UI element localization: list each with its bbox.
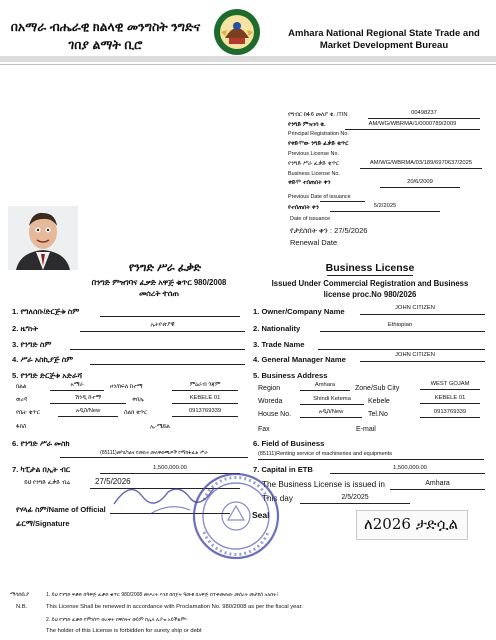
right-woreda-label: Woreda <box>258 398 283 405</box>
footer-nb: N.B. <box>16 604 28 610</box>
right-field-4-value: JOHN CITIZEN <box>395 352 435 358</box>
business-license-line <box>360 168 482 169</box>
left-field-2-value: ኢትዮጵያዊ <box>150 322 175 328</box>
right-zone-value: WEST GOJAM <box>430 381 470 387</box>
left-field-3-line <box>70 349 245 350</box>
left-field-5: 5. የንግድ ድርጅቱ አድራሻ <box>12 371 83 380</box>
right-field-1: 1. Owner/Company Name <box>253 307 345 316</box>
right-region-label: Region <box>258 385 281 392</box>
left-zone-value: ምዕራብ ጎጃም <box>189 382 221 388</box>
prev-issue-en: Previous Date of issuance <box>288 194 351 200</box>
issue-line <box>330 211 440 212</box>
right-kebele-label: Kebele <box>368 398 390 405</box>
proc-en-2: license proc.No 980/2026 <box>323 290 417 299</box>
left-region-line <box>50 390 104 391</box>
proc-am: በንግድ ምዝገባና ፈቃድ አዋጅ ቁጥር 980/2008 <box>91 278 227 287</box>
right-field-6-value: (85111)Renting service of machineries and equipments <box>258 451 393 457</box>
left-woreda-label: ወረዳ <box>16 397 27 403</box>
header-divider <box>0 56 496 62</box>
left-phone-line <box>172 416 238 417</box>
left-phone-label: ስልክ ቁጥር <box>124 410 148 416</box>
right-field-7-value: 1,500,000.00 <box>393 465 427 471</box>
left-woreda-value: ሽንዲ ከተማ <box>75 395 101 401</box>
left-kebele-value: KEBELE 01 <box>189 395 221 401</box>
right-field-7: 7. Capital in ETB <box>253 465 313 474</box>
renew-am <box>290 226 367 236</box>
left-field-4: 4. ሥራ አስኪያጅ ስም <box>12 355 74 364</box>
signature-label: ፊርማ/Signature <box>16 519 70 528</box>
right-woreda-line <box>300 404 364 405</box>
right-field-1-line <box>360 314 485 315</box>
issue-en: Date of issuance <box>290 216 331 222</box>
prev-issue-am: ቀድሞ ተሰጠበት ቀን <box>288 180 331 186</box>
right-house-label: House No. <box>258 411 292 418</box>
left-field-7: 7. ካፒታል በኢት ብር <box>12 465 71 474</box>
official-name-label: የሃላፊ ስም/Name of Official <box>16 505 106 514</box>
right-field-2-line <box>320 331 485 332</box>
right-email-label: E-mail <box>356 426 376 433</box>
right-field-4-line <box>360 361 485 362</box>
right-zone-line <box>420 389 480 390</box>
right-kebele-value: KEBELE 01 <box>434 395 466 401</box>
renewal-stamp-text: ለ2026 ታድሷል <box>363 515 459 533</box>
right-region-value: Amhara <box>314 382 336 388</box>
left-field-7-value: 1,500,000.00 <box>153 465 187 471</box>
footer-en-note-1: This License Shall be renewed in accordance with Proclamation No. 980/2008 as per the fiscal year. <box>46 604 303 610</box>
right-tel-line <box>420 417 480 418</box>
issue-am: የተሰጠበት ቀን <box>288 205 319 211</box>
header-amharic-title: በአማራ ብሔራዊ ክልላዊ መንግስት ንግድና ገበያ ልማት ቢሮ <box>10 20 201 52</box>
right-field-6-line <box>258 459 484 460</box>
left-kebele-label: ቀበሌ <box>132 397 144 403</box>
left-zone-label: ዞን/ክፍለ ከተማ <box>110 384 143 390</box>
left-woreda-line <box>50 403 126 404</box>
left-house-label: የቤት ቁጥር <box>16 410 40 416</box>
seal-label: Seal <box>252 510 270 520</box>
official-signature <box>110 474 220 524</box>
issue-value: 5/2/2025 <box>373 203 397 209</box>
footer-en-note-2: The holder of this License is forbidden for surety ship or debt <box>46 628 202 634</box>
holder-photo <box>8 206 78 270</box>
left-fax-label: ፋክስ <box>16 424 27 430</box>
right-tel-value: 0913769339 <box>433 409 467 415</box>
footer-am-note-2: 2. ይህ የንግድ ፈቃድ የምነሰጥ ወረቀት በዋስትና ወይም በሌላ ሊያዝ አይችልም፡፡ <box>46 617 188 623</box>
business-license-en: Business License No. <box>288 171 340 177</box>
right-issued-place: Amhara <box>425 480 450 487</box>
business-license-am: የንግድ ሥራ ፈቃድ ቁጥር <box>288 161 340 167</box>
license-title-am: የንግድ ሥራ ፈቃድ <box>128 262 202 274</box>
proc-en-1: Issued Under Commercial Registration and Business <box>271 279 469 288</box>
right-field-3-line <box>318 349 485 350</box>
footer-am-note-1: 1. ይህ የንግድ ፍቃድ በዓዋጅ ፈቃድ ቁጥር 980/2008 መሠረት እንደ በበጀት ዓመቱ በአዋጅ በተቀመጠው መሰረት መታደስ አለበት፣ <box>46 592 279 598</box>
left-field-3: 3. የንግድ ስም <box>12 340 52 349</box>
principal-reg-am: የንግድ ምዝገባ ቁ. <box>288 122 326 128</box>
tin-label: የግብር ከፋይ መለያ ቁ. /TIN <box>288 112 348 118</box>
left-phone-value: 0913769339 <box>188 408 222 414</box>
left-field-6: 6. የንግድ ሥራ መስክ <box>12 439 70 448</box>
principal-reg-line <box>345 129 480 130</box>
tin-line <box>368 118 480 119</box>
right-field-2-value: Ethiopian <box>387 322 413 328</box>
left-region-value: አማራ <box>70 382 84 388</box>
right-tel-label: Tel.No <box>368 411 388 418</box>
renew-value: 27/5/2026 <box>334 226 368 235</box>
left-field-6-value: (85111)መካኒካልና የመኪና መለዋወጫዎች የማከፋፈል ሥራ <box>100 450 208 456</box>
right-house-value: አዲስ/New <box>318 409 344 415</box>
footer-am-label: ማሳሰቢያ <box>10 592 30 598</box>
prev-issue-value: 20/6/2009 <box>407 179 433 185</box>
right-region-line <box>300 390 350 391</box>
left-renew-line-text: ይህ የንግድ ፈቃድ ብሬ <box>24 480 71 486</box>
right-field-7-line <box>330 473 485 474</box>
right-field-3: 3. Trade Name <box>253 340 305 349</box>
right-kebele-line <box>420 403 480 404</box>
right-field-2: 2. Nationality <box>253 324 301 333</box>
prev-license-en: Previous License No. <box>288 151 339 157</box>
left-field-2: 2. ዜግነት <box>12 324 39 333</box>
left-house-line <box>58 416 118 417</box>
issued-am: መሰረት ተሰጠ <box>139 289 179 298</box>
left-zone-line <box>172 390 238 391</box>
principal-reg-en: Principal Registration No. <box>288 131 349 137</box>
right-field-4: 4. General Manager Name <box>253 355 346 364</box>
header-divider-line <box>0 64 496 65</box>
right-field-1-value: JOHN CITIZEN <box>395 305 435 311</box>
left-field-1: 1. የግለሰቡ/ድርጅቱ ስም <box>12 307 80 316</box>
prev-license-am: የቀድሞው ንግድ ፈቃድ ቁጥር <box>288 141 349 147</box>
right-this-day: This day <box>262 494 293 503</box>
principal-reg-value: AM/WG/WBRMA/1/0000789/2009 <box>368 121 457 127</box>
left-region-label: ክልል <box>16 384 27 390</box>
header-english-title: Amhara National Regional State Trade and Market Development Bureau <box>288 28 480 51</box>
left-email-label: ኢ-ሜይል <box>150 424 170 430</box>
left-field-6-line <box>60 457 248 458</box>
emblem-logo <box>213 8 261 56</box>
left-field-2-line <box>80 331 245 332</box>
right-this-day-line <box>300 503 410 504</box>
right-field-6: 6. Field of Business <box>253 439 325 448</box>
right-woreda-value: Shindi Ketema <box>313 396 351 402</box>
right-this-day-value: 2/5/2025 <box>341 494 369 501</box>
left-field-1-line <box>100 316 240 317</box>
left-house-value: አዲስ/New <box>75 408 101 414</box>
business-license-value: AM/WG/WBRMA/03/189/6970637/2025 <box>369 160 473 166</box>
tin-value: 00498237 <box>411 110 437 116</box>
prev-issue-en-line <box>320 201 365 202</box>
left-field-4-line <box>90 364 245 365</box>
right-fax-label: Fax <box>258 426 270 433</box>
left-renew-date: 27/5/2026 <box>95 477 131 486</box>
left-kebele-line <box>172 403 238 404</box>
license-title-underline <box>327 275 413 276</box>
prev-issue-line <box>380 187 460 188</box>
right-issued-place-line <box>390 489 485 490</box>
right-house-line <box>300 417 362 418</box>
right-field-5: 5. Business Address <box>253 371 328 380</box>
right-issued-line: The Business License is issued in <box>262 480 385 489</box>
renew-en: Renewal Date <box>290 238 338 247</box>
license-title-en: Business License <box>325 262 415 274</box>
renew-am-label: የታደሰበት ቀን : <box>290 226 332 235</box>
right-zone-label: Zone/Sub City <box>355 385 400 392</box>
